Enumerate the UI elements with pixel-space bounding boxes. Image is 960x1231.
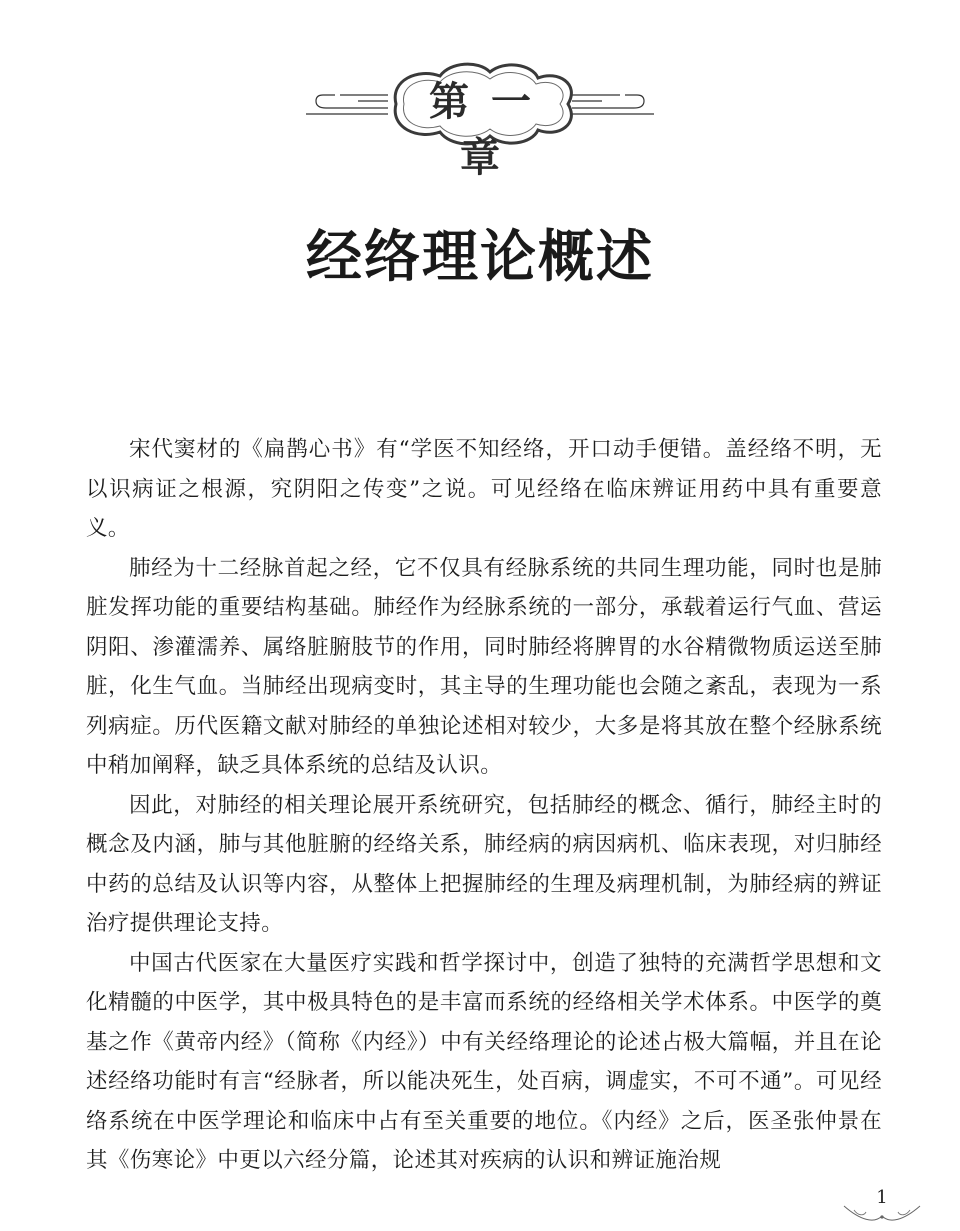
chapter-badge <box>300 52 660 181</box>
paragraph-3: 因此，对肺经的相关理论展开系统研究，包括肺经的概念、循行，肺经主时的概念及内涵，肺与其他脏腑的经络关系，肺经病的病因病机、临床表现，对归肺经中药的总结及认识等内容，从整体上把握肺经的生理及病理机制，为肺经病的辨证治疗提供理论支持。 <box>86 792 882 936</box>
page-number: 1 <box>876 1187 888 1208</box>
page-footer <box>840 1186 924 1226</box>
paragraph-1: 宋代窦材的《扁鹊心书》有“学医不知经络，开口动手便错。盖经络不明，无以识病证之根源，究阴阳之传变”之说。可见经络在临床辨证用药中具有重要意义。 <box>86 437 882 541</box>
paragraph-4: 中国古代医家在大量医疗实践和哲学探讨中，创造了独特的充满哲学思想和文化精髓的中医学，其中极具特色的是丰富而系统的经络相关学术体系。中医学的奠基之作《黄帝内经》（简称《内经》）中有关经络理论的论述占极大篇幅，并且在论述经络功能时有言“经脉者，所以能决死生，处百病，调虚实，不可不通”。可见经络系统在中医学理论和临床中占有至关重要的地位。《内经》之后，医圣张仲景在其《伤寒论》中更以六经分篇，论述其对疾病的认识和辨证施治规 <box>86 950 882 1173</box>
paragraph-2: 肺经为十二经脉首起之经，它不仅具有经脉系统的共同生理功能，同时也是肺脏发挥功能的重要结构基础。肺经作为经脉系统的一部分，承载着运行气血、营运阴阳、渗灌濡养、属络脏腑肢节的作用，同时肺经将脾胃的水谷精微物质运送至肺脏，化生气血。当肺经出现病变时，其主导的生理功能也会随之紊乱，表现为一系列病症。历代医籍文献对肺经的单独论述相对较少，大多是将其放在整个经脉系统中稍加阐释，缺乏具体系统的总结及认识。 <box>86 555 882 778</box>
body-text <box>86 430 882 1181</box>
chapter-label: 第一章 <box>429 79 553 181</box>
chapter-title: 经络理论概述 <box>306 224 654 290</box>
